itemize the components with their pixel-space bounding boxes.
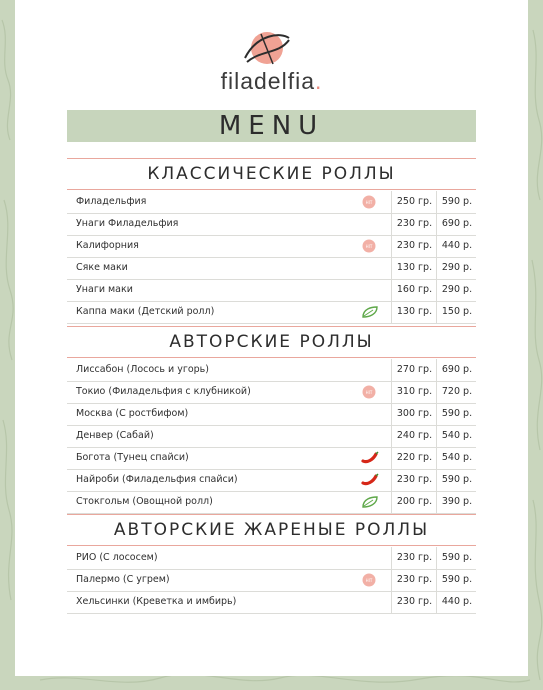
item-name: Каппа маки (Детский ролл) [76,306,215,317]
leaf-icon [361,305,377,319]
item-name: Найроби (Филадельфия спайси) [76,474,238,485]
brand-logo-icon [241,28,293,72]
item-weight: 230 гр. [391,213,437,235]
menu-item-row [67,191,476,214]
menu-item-row [67,257,476,280]
chili-icon [361,473,377,487]
item-name: Сяке маки [76,262,128,273]
item-price: 720 р. [436,381,477,403]
item-name: Богота (Тунец спайси) [76,452,189,463]
item-name: Стокгольм (Овощной ролл) [76,496,213,507]
item-weight: 200 гр. [391,491,437,513]
leaf-icon [361,495,377,509]
section-title: КЛАССИЧЕСКИЕ РОЛЛЫ [67,158,476,190]
item-weight: 240 гр. [391,425,437,447]
svg-text:HIT: HIT [365,578,373,583]
menu-title: MENU [67,110,476,142]
item-name: Хельсинки (Креветка и имбирь) [76,596,237,607]
menu-item-row [67,591,476,614]
item-weight: 230 гр. [391,469,437,491]
svg-text:HIT: HIT [365,200,373,205]
hit-icon [361,573,377,587]
item-name: Токио (Филадельфия с клубникой) [76,386,251,397]
item-name: Москва (С ростбифом) [76,408,189,419]
section-title: АВТОРСКИЕ ЖАРЕНЫЕ РОЛЛЫ [67,514,476,546]
item-weight: 300 гр. [391,403,437,425]
item-name: Палермо (С угрем) [76,574,170,585]
item-price: 690 р. [436,213,477,235]
item-weight: 230 гр. [391,547,437,569]
brand-name-text: filadelfia [220,68,315,94]
menu-item-row [67,235,476,258]
item-price: 540 р. [436,425,477,447]
brand-name [0,68,543,95]
item-name: Калифорния [76,240,139,251]
item-weight: 130 гр. [391,257,437,279]
section-title: АВТОРСКИЕ РОЛЛЫ [67,326,476,358]
item-weight: 230 гр. [391,569,437,591]
chili-icon [361,451,377,465]
item-price: 440 р. [436,591,477,613]
hit-icon [361,239,377,253]
item-weight: 230 гр. [391,591,437,613]
item-price: 690 р. [436,359,477,381]
menu-item-row [67,547,476,570]
item-weight: 310 гр. [391,381,437,403]
menu-item-row [67,469,476,492]
menu-item-row [67,491,476,514]
menu-item-row [67,301,476,324]
item-name: Денвер (Сабай) [76,430,154,441]
svg-text:HIT: HIT [365,390,373,395]
hit-icon [361,195,377,209]
item-price: 150 р. [436,301,477,323]
item-weight: 230 гр. [391,235,437,257]
item-weight: 160 гр. [391,279,437,301]
menu-item-row [67,425,476,448]
item-price: 590 р. [436,469,477,491]
item-name: Унаги маки [76,284,133,295]
item-price: 390 р. [436,491,477,513]
item-price: 590 р. [436,403,477,425]
item-weight: 220 гр. [391,447,437,469]
item-price: 540 р. [436,447,477,469]
item-name: РИО (С лососем) [76,552,158,563]
menu-item-row [67,279,476,302]
menu-item-row [67,213,476,236]
item-price: 440 р. [436,235,477,257]
item-name: Лиссабон (Лосось и угорь) [76,364,209,375]
item-price: 590 р. [436,569,477,591]
item-price: 590 р. [436,547,477,569]
svg-text:HIT: HIT [365,244,373,249]
item-price: 290 р. [436,279,477,301]
item-weight: 250 гр. [391,191,437,213]
item-price: 590 р. [436,191,477,213]
item-weight: 270 гр. [391,359,437,381]
menu-item-row [67,569,476,592]
item-price: 290 р. [436,257,477,279]
menu-item-row [67,381,476,404]
item-weight: 130 гр. [391,301,437,323]
menu-item-row [67,359,476,382]
brand-dot: . [315,68,323,94]
menu-item-row [67,403,476,426]
menu-item-row [67,447,476,470]
item-name: Унаги Филадельфия [76,218,179,229]
item-name: Филадельфия [76,196,147,207]
hit-icon [361,385,377,399]
